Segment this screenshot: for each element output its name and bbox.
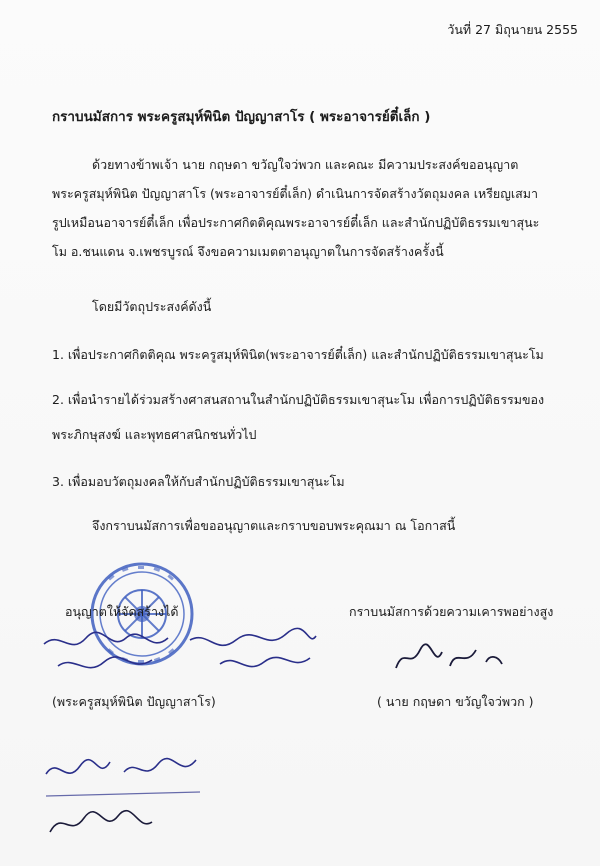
objective-item-continued: พระภิกษุสงฆ์ และพุทธศาสนิกชนทั่วไป xyxy=(52,427,257,442)
closing-line: จึงกราบนมัสการเพื่อขออนุญาตและกราบขอบพระคุณมา ณ โอกาสนี้ xyxy=(92,518,456,533)
respect-label: กราบนมัสการด้วยความเคารพอย่างสูง xyxy=(349,604,554,619)
letter-date: วันที่ 27 มิถุนายน 2555 xyxy=(447,22,578,37)
signer-name-right: ( นาย กฤษดา ขวัญใจว่พวก ) xyxy=(377,694,534,709)
objectives-intro: โดยมีวัตถุประสงค์ดังนี้ xyxy=(92,299,212,314)
objective-item: 3. เพื่อมอบวัตถุมงคลให้กับสำนักปฏิบัติธรรมเขาสุนะโม xyxy=(52,474,345,489)
body-line: ด้วยทางข้าพเจ้า นาย กฤษดา ขวัญใจว่พวก และคณะ มีความประสงค์ขออนุญาต xyxy=(92,157,519,172)
salutation: กราบนมัสการ พระครูสมุห์พินิต ปัญญาสาโร ( พระอาจารย์ตี๋เล็ก ) xyxy=(52,109,431,125)
objective-item: 1. เพื่อประกาศกิตติคุณ พระครูสมุห์พินิต(พระอาจารย์ตี๋เล็ก) และสำนักปฏิบัติธรรมเขาสุนะโม xyxy=(52,347,544,362)
handwritten-signature-approver xyxy=(40,626,320,682)
body-paragraph xyxy=(52,157,572,273)
body-line: โม อ.ชนแดน จ.เพชรบูรณ์ จึงขอความเมตตาอนุญาตในการจัดสร้างครั้งนี้ xyxy=(52,244,444,259)
body-line: พระครูสมุห์พินิต ปัญญาสาโร (พระอาจารย์ตี๋เล็ก) ดำเนินการจัดสร้างวัตถุมงคล เหรียญเสมา xyxy=(52,186,539,201)
body-line: รูปเหมือนอาจารย์ตี๋เล็ก เพื่อประกาศกิตติคุณพระอาจารย์ตี๋เล็ก และสำนักปฏิบัติธรรมเขาสุนะ xyxy=(52,215,540,230)
handwritten-note-witness xyxy=(40,752,210,848)
signer-name-left: (พระครูสมุห์พินิต ปัญญาสาโร) xyxy=(52,694,216,709)
objective-item: 2. เพื่อนำรายได้ร่วมสร้างศาสนสถานในสำนักปฏิบัติธรรมเขาสุนะโม เพื่อการปฏิบัติธรรมของ xyxy=(52,392,545,407)
handwritten-signature-requester xyxy=(390,640,510,676)
approval-label: อนุญาตให้จัดสร้างได้ xyxy=(65,604,179,619)
